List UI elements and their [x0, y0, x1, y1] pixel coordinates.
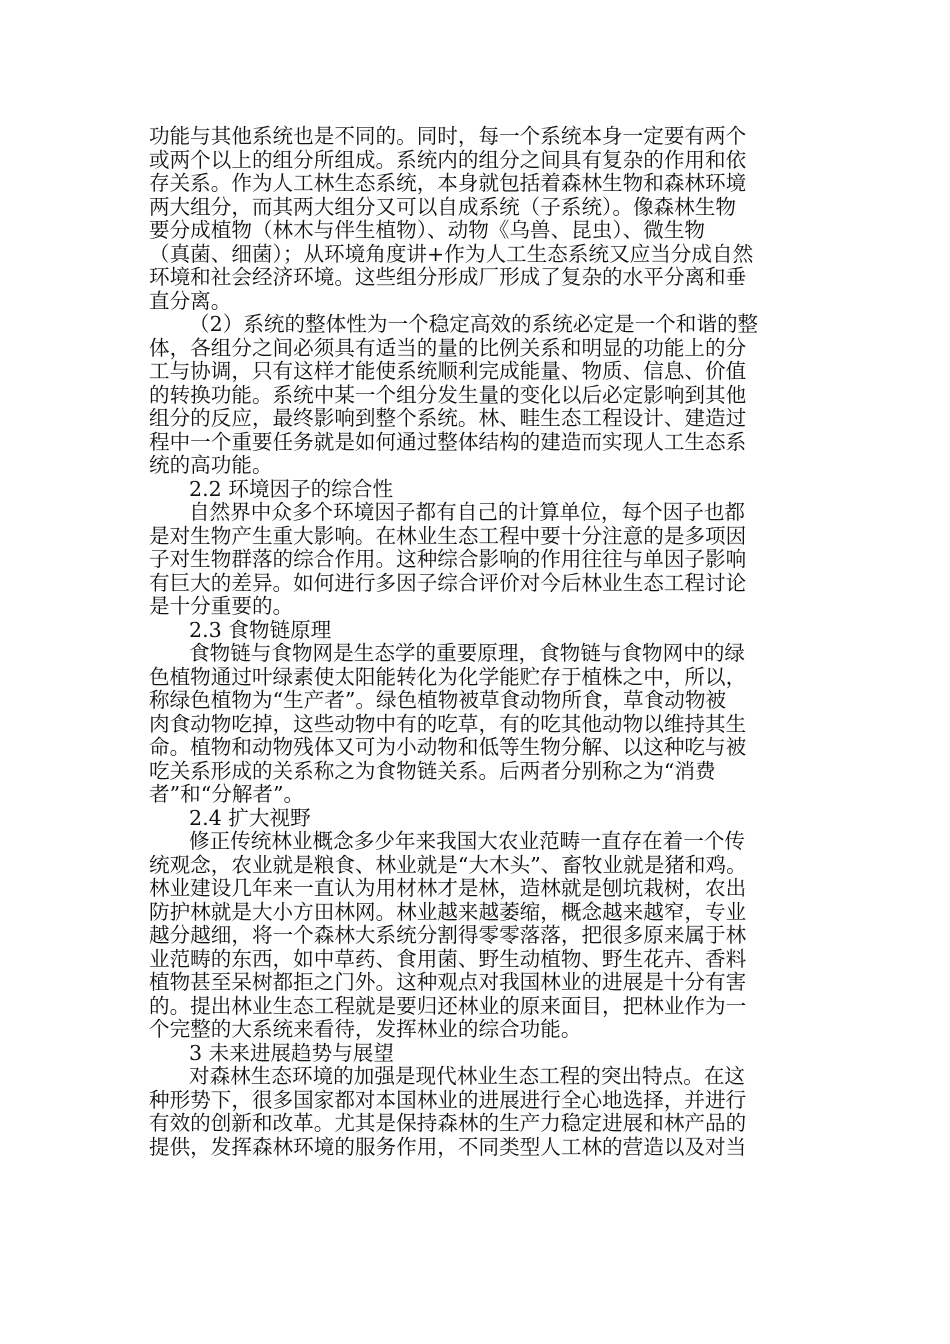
text-line: 两大组分，而其两大组分又可以自成系统（子系统）。像森林生物	[149, 194, 736, 219]
text-line: 存关系。作为人工林生态系统，本身就包括着森林生物和森林环境	[149, 171, 747, 195]
text-line: 3 未来进展趋势与展望	[189, 1040, 394, 1065]
text-line: 或两个以上的组分所组成。系统内的组分之间具有复杂的作用和依	[149, 147, 747, 172]
text-line: 2.3 食物链原理	[189, 617, 332, 642]
text-line: 自然界中众多个环境因子都有自己的计算单位，每个因子也都	[189, 500, 746, 524]
text-line: 吃关系形成的关系称之为食物链关系。后两者分别称之为“消费	[149, 758, 716, 783]
text-line: 种形势下，很多国家都对本国林业的进展进行全心地选择，并进行	[149, 1087, 747, 1112]
text-line: 者”和“分解者”。	[149, 782, 305, 806]
text-line: 功能与其他系统也是不同的。同时，每一个系统本身一定要有两个	[149, 124, 747, 148]
text-line: 工与协调，只有这样才能使系统顺利完成能量、物质、信息、价值	[149, 359, 747, 383]
text-line: 越分越细，将一个森林大系统分割得零零落落，把很多原来属于林	[149, 923, 747, 947]
text-line: 色植物通过叶绿素使太阳能转化为化学能贮存于植株之中，所以，	[149, 664, 747, 689]
text-line: 2.4 扩大视野	[189, 805, 311, 830]
text-line: （真菌、细菌）；从环境角度讲+作为人工生态系统又应当分成自然	[149, 241, 754, 266]
text-line: 肉食动物吃掉，这些动物中有的吃草，有的吃其他动物以维持其生	[149, 711, 747, 736]
text-line: （2）系统的整体性为一个稳定高效的系统必定是一个和谐的整	[189, 312, 759, 336]
text-line: 直分离。	[149, 288, 232, 313]
text-line: 称绿色植物为“生产者”。绿色植物被草食动物所食，草食动物被	[149, 688, 727, 712]
text-line: 体，各组分之间必须具有适当的量的比例关系和明显的功能上的分	[149, 335, 747, 360]
text-line: 对森林生态环境的加强是现代林业生态工程的突出特点。在这	[189, 1064, 746, 1088]
text-line: 程中一个重要任务就是如何通过整体结构的建造而实现人工生态系	[149, 429, 747, 454]
text-line: 组分的反应，最终影响到整个系统。林、畦生态工程设计、建造过	[149, 406, 747, 430]
text-line: 子对生物群落的综合作用。这种综合影响的作用往往与单因子影响	[149, 547, 747, 571]
text-line: 修正传统林业概念多少年来我国大农业范畴一直存在着一个传	[189, 829, 746, 853]
text-line: 要分成植物（林木与伴生植物）、动物《乌兽、昆虫）、微生物	[149, 218, 706, 242]
text-line: 提供，发挥森林环境的服务作用，不同类型人工林的营造以及对当	[149, 1134, 747, 1159]
text-line: 的。提出林业生态工程就是要归还林业的原来面目，把林业作为一	[149, 993, 747, 1018]
text-line: 有巨大的差异。如何进行多因子综合评价对今后林业生态工程讨论	[149, 570, 747, 595]
text-line: 林业建设几年来一直认为用材林才是林，造林就是刨坑栽树，农出	[149, 876, 747, 900]
text-line: 统的高功能。	[149, 453, 273, 477]
text-line: 环境和社会经济环境。这些组分形成厂形成了复杂的水平分离和垂	[149, 265, 747, 289]
text-line: 统观念，农业就是粮食、林业就是“大木头”、畜牧业就是猪和鸡。	[149, 852, 747, 877]
text-line: 的转换功能。系统中某一个组分发生量的变化以后必定影响到其他	[149, 382, 747, 407]
text-line: 个完整的大系统来看待，发挥林业的综合功能。	[149, 1017, 582, 1041]
document-body	[149, 125, 801, 1159]
text-line: 植物甚至呆树都拒之门外。这种观点对我国林业的进展是十分有害	[149, 970, 747, 994]
text-line: 业范畴的东西，如中草药、食用菌、野生动植物、野生花卉、香料	[149, 946, 747, 971]
text-line: 命。植物和动物残体又可为小动物和低等生物分解、以这种吃与被	[149, 735, 747, 759]
text-line: 有效的创新和改革。尤其是保持森林的生产力稳定进展和林产品的	[149, 1111, 747, 1135]
text-line: 2.2 环境因子的综合性	[189, 476, 394, 501]
text-line: 是对生物产生重大影响。在林业生态工程中要十分注意的是多项因	[149, 523, 747, 548]
text-line: 防护林就是大小方田林网。林业越来越萎缩，概念越来越窄，专业	[149, 899, 747, 924]
text-line: 食物链与食物网是生态学的重要原理，食物链与食物网中的绿	[189, 641, 746, 665]
text-line: 是十分重要的。	[149, 594, 294, 618]
